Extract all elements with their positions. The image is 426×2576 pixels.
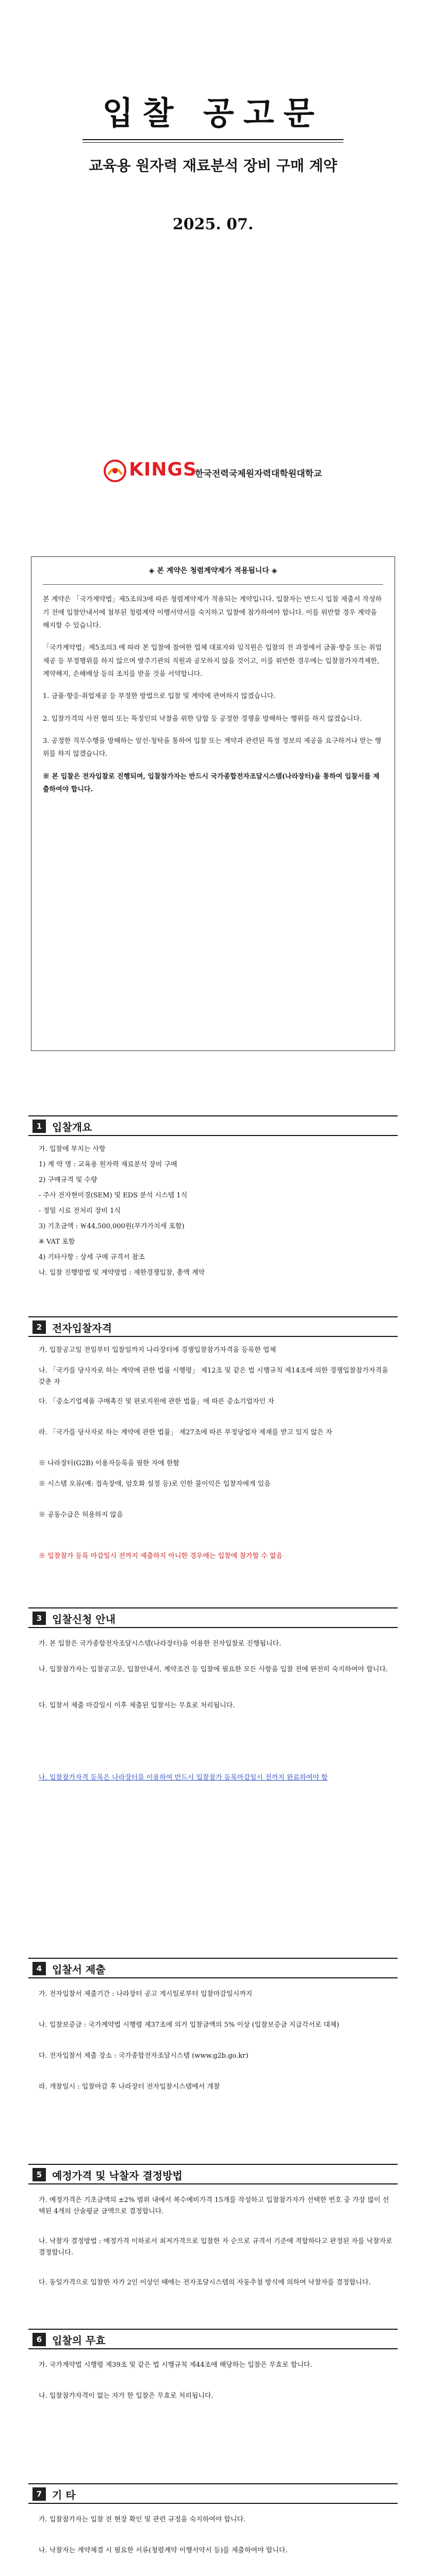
- section-line: 라. 개찰일시 : 입찰마감 후 나라장터 전자입찰시스템에서 개찰: [39, 2083, 220, 2091]
- section-line: 나. 입찰참가자격이 없는 자가 한 입찰은 무효로 처리됩니다.: [39, 2392, 214, 2400]
- page-title: 입찰 공고문: [102, 94, 324, 132]
- section-header-4: [28, 1958, 398, 1978]
- notice-paragraph: 본 계약은 「국가계약법」제5조의3에 따른 청렴계약제가 적용되는 계약입니다. 입찰자는 반드시 입찰 제출서 작성하기 전에 입찰안내서에 첨부된 청렴계약 이행서약서를 숙지하고 입찰에 참가하여야 합니다. 이를 위반할 경우 계약을 해지할 수 있습니다.: [43, 596, 382, 630]
- section-title: 입찰개요: [52, 1121, 92, 1133]
- section-line: 나. 낙찰자 결정방법 : 예정가격 이하로서 최저가격으로 입찰한 자 순으로 규격서 기준에 적합하다고 판정된 자를 낙찰자로 결정합니다.: [39, 2238, 392, 2257]
- notice-paragraph: ※ 본 입찰은 전자입찰로 진행되며, 입찰참가자는 반드시 국가종합전자조달시스템(나라장터)을 통하여 입찰서를 제출하여야 합니다.: [43, 772, 380, 794]
- section-line: 라. 「국가를 당사자로 하는 계약에 관한 법률」 제27조에 따른 부정당업자 제재를 받고 있지 않은 자: [39, 1429, 333, 1436]
- blue-notice: 나. 입찰참가자격 등록은 나라장터를 이용하여 반드시 입찰참가 등록마감일시 전까지 완료하여야 함: [39, 1774, 328, 1782]
- kings-emblem-icon: [103, 459, 127, 483]
- section-line: 가. 예정가격은 기초금액의 ±2% 범위 내에서 복수예비가격 15개를 작성하고 입찰참가자가 선택한 번호 중 가장 많이 선택된 4개의 산술평균 금액으로 결정합니다.: [39, 2196, 389, 2216]
- section-line: ※ VAT 포함: [39, 1238, 75, 1246]
- title-rule-top: [83, 139, 343, 140]
- integrity-notice-box: [31, 556, 395, 1051]
- section-header-3: [28, 1607, 398, 1628]
- notice-paragraph: 3. 공정한 직무수행을 방해하는 알선·청탁을 통하여 입찰 또는 계약과 관련된 특정 정보의 제공을 요구하거나 받는 행위를 하지 않겠습니다.: [43, 737, 382, 758]
- section-line: 1) 계 약 명 : 교육용 원자력 재료분석 장비 구매: [39, 1161, 177, 1168]
- section-line: 가. 본 입찰은 국가종합전자조달시스템(나라장터)을 이용한 전자입찰로 진행됩니다.: [39, 1640, 282, 1648]
- section-line: 가. 국가계약법 시행령 제39조 및 같은 법 시행규칙 제44조에 해당하는 입찰은 무효로 합니다.: [39, 2361, 313, 2369]
- section-line: 나. 낙찰자는 계약체결 시 필요한 서류(청렴계약 이행서약서 등)를 제출하여야 합니다.: [39, 2547, 288, 2554]
- section-header-7: [28, 2483, 398, 2504]
- section-line: 다. 「중소기업제품 구매촉진 및 판로지원에 관한 법률」에 따른 중소기업자인 자: [39, 1398, 274, 1405]
- notice-paragraph: 1. 금품·향응·취업제공 등 부정한 방법으로 입찰 및 계약에 관여하지 않겠습니다.: [43, 692, 276, 701]
- notice-paragraph: 2. 입찰가격의 사전 협의 또는 특정인의 낙찰을 위한 담합 등 공정한 경쟁을 방해하는 행위를 하지 않겠습니다.: [43, 715, 362, 723]
- section-line: - 정밀 시료 전처리 장비 1식: [39, 1207, 121, 1215]
- section-line: 가. 입찰참가자는 입찰 전 현장 확인 및 관련 규정을 숙지하여야 합니다.: [39, 2516, 246, 2523]
- section-line: 가. 전자입찰서 제출기간 : 나라장터 공고 게시일로부터 입찰마감일시까지: [39, 1990, 253, 1998]
- section-header-5: [28, 2164, 398, 2184]
- section-title: 예정가격 및 낙찰자 결정방법: [52, 2170, 183, 2182]
- section-line: 3) 기초금액 : ￦44,500,000원(부가가치세 포함): [39, 1223, 185, 1230]
- notice-paragraph: 「국가계약법」제5조의3 에 따라 본 입찰에 참여한 업체 대표자와 임직원은 입찰의 전 과정에서 금품·향응 또는 취업제공 등 부정행위를 하지 않으며 발주기관의 직원과 공모하지 않을 것이고, 이를 위반한 경우에는 입찰참가자격제한, 계약해지, 손해배상 등의 조치를 받을 것을 서약합니다.: [43, 644, 382, 679]
- section-line: ※ 나라장터(G2B) 이용자등록을 필한 자에 한함: [39, 1460, 179, 1467]
- section-number: 5: [32, 2168, 46, 2181]
- red-notice: ※ 입찰참가 등록 마감일시 전까지 제출하지 아니한 경우에는 입찰에 참가할 수 없음: [39, 1552, 283, 1560]
- section-line: 나. 「국가를 당사자로 하는 계약에 관한 법률 시행령」 제12조 및 같은 법 시행규칙 제14조에 의한 경쟁입찰참가자격을 갖춘 자: [39, 1367, 388, 1386]
- section-line: - 주사 전자현미경(SEM) 및 EDS 분석 시스템 1식: [39, 1192, 188, 1199]
- section-number: 2: [32, 1320, 46, 1334]
- logo-university-name: 한국전력국제원자력대학원대학교: [195, 469, 322, 479]
- notice-heading: ◈ 본 계약은 청렴계약제가 적용됩니다 ◈: [149, 567, 277, 575]
- section-line: ※ 시스템 오류(예: 접속장애, 암호화 설정 등)로 인한 불이익은 입찰자에게 있음: [39, 1480, 271, 1488]
- section-title: 입찰의 무효: [52, 2334, 106, 2347]
- section-title: 입찰서 제출: [52, 1963, 106, 1976]
- section-line: 나. 입찰참가자는 입찰공고문, 입찰안내서, 계약조건 등 입찰에 필요한 모든 사항을 입찰 전에 완전히 숙지하여야 합니다.: [39, 1666, 388, 1673]
- section-header-2: [28, 1316, 398, 1337]
- section-number: 6: [32, 2333, 46, 2346]
- section-number: 3: [32, 1612, 46, 1625]
- section-number: 4: [32, 1962, 46, 1975]
- section-line: 다. 전자입찰서 제출 장소 : 국가종합전자조달시스템 (www.g2b.go.kr): [39, 2052, 249, 2060]
- section-title: 기 타: [52, 2489, 76, 2501]
- section-header-1: [28, 1115, 398, 1136]
- section-title: 전자입찰자격: [52, 1322, 112, 1334]
- section-line: 가. 입찰공고일 전일부터 입찰일까지 나라장터에 경쟁입찰참가자격을 등록한 업체: [39, 1346, 276, 1354]
- section-line: 2) 구매규격 및 수량: [39, 1176, 97, 1184]
- section-line: 나. 입찰 진행방법 및 계약방법 : 제한경쟁입찰, 총액 계약: [39, 1269, 205, 1277]
- section-line: 가. 입찰에 부치는 사항: [39, 1145, 106, 1153]
- title-rule-bottom: [83, 142, 343, 143]
- section-line: ※ 공동수급은 허용하지 않음: [39, 1511, 123, 1519]
- announcement-date: 2025. 07.: [172, 215, 254, 233]
- section-number: 1: [32, 1120, 46, 1133]
- kings-logo: [103, 456, 320, 487]
- section-line: 4) 기타사항 : 상세 구매 규격서 참조: [39, 1253, 145, 1261]
- logo-brand: KINGS: [129, 459, 197, 480]
- section-title: 입찰신청 안내: [52, 1613, 116, 1625]
- section-header-6: [28, 2329, 398, 2349]
- notice-heading-text: 본 계약은 청렴계약제가 적용됩니다: [157, 567, 269, 575]
- section-line: 다. 동일가격으로 입찰한 자가 2인 이상인 때에는 전자조달시스템의 자동추첨 방식에 의하여 낙찰자를 결정합니다.: [39, 2279, 371, 2286]
- section-number: 7: [32, 2487, 46, 2501]
- page-subtitle: 교육용 원자력 재료분석 장비 구매 계약: [89, 157, 337, 174]
- notice-divider: [43, 584, 383, 585]
- section-line: 나. 입찰보증금 : 국가계약법 시행령 제37조에 의거 입찰금액의 5% 이상 (입찰보증금 지급각서로 대체): [39, 2021, 339, 2029]
- section-line: 다. 입찰서 제출 마감일시 이후 제출된 입찰서는 무효로 처리됩니다.: [39, 1702, 235, 1709]
